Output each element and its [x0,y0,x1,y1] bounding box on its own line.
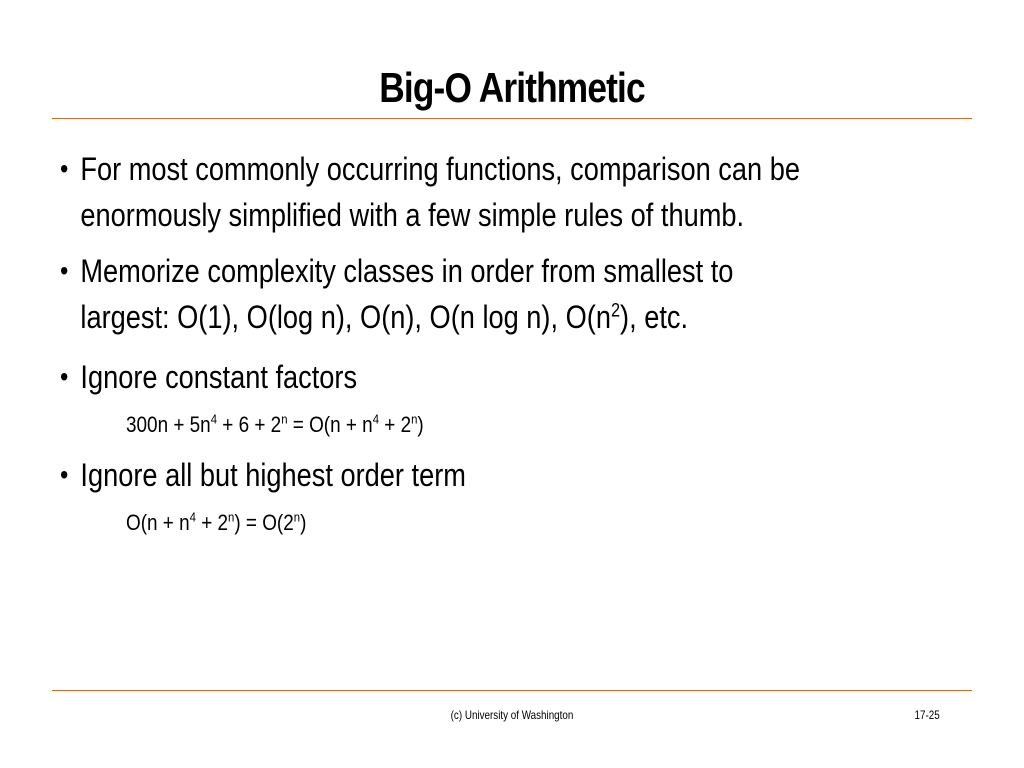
bullet-marker: • [60,459,69,490]
superscript: n [228,509,235,525]
math-text: 300n + 5n [126,412,211,437]
math-text: largest: O(1), O(log n), O(n), O(n log n), O(n [80,299,611,335]
bullet-marker: • [60,255,69,286]
page-number: 17-25 [914,708,940,722]
bullet-text [80,452,466,498]
math-text: O(n + n [126,510,190,535]
bullet-line: Memorize complexity classes in order from smallest to [80,253,734,289]
math-text: ), etc. [620,299,689,335]
footer-copyright: (c) University of Washington [450,708,574,722]
math-text: ) [417,412,424,437]
math-text: + 2 [379,412,412,437]
superscript: 4 [372,411,380,427]
bullet-line: Ignore constant factors [80,359,358,395]
bullet-text [80,248,733,340]
bullet-text [80,146,800,238]
bullet-line: Ignore all but highest order term [80,457,466,493]
bullet-marker: • [60,361,69,392]
slide-title: Big-O Arithmetic [379,64,645,111]
superscript: n [293,509,301,525]
title-divider [52,118,972,119]
example-equation [126,410,424,440]
superscript: n [281,411,288,427]
math-text: + 6 + 2 [217,412,282,437]
math-text: ) = O(2 [234,510,294,535]
footer-divider [52,690,972,691]
bullet-line: enormously simplified with a few simple rules of thumb. [80,197,745,233]
math-text: ) [300,510,307,535]
superscript: 2 [610,300,621,322]
bullet-marker: • [60,153,69,184]
math-text: + 2 [195,510,229,535]
math-text: = O(n + n [287,412,373,437]
superscript: n [411,411,418,427]
bullet-line: For most commonly occurring functions, comparison can be [80,151,800,187]
superscript: 4 [189,509,196,525]
superscript: 4 [210,411,218,427]
bullet-line [80,294,733,340]
bullet-text [80,354,357,400]
example-equation [126,508,306,538]
